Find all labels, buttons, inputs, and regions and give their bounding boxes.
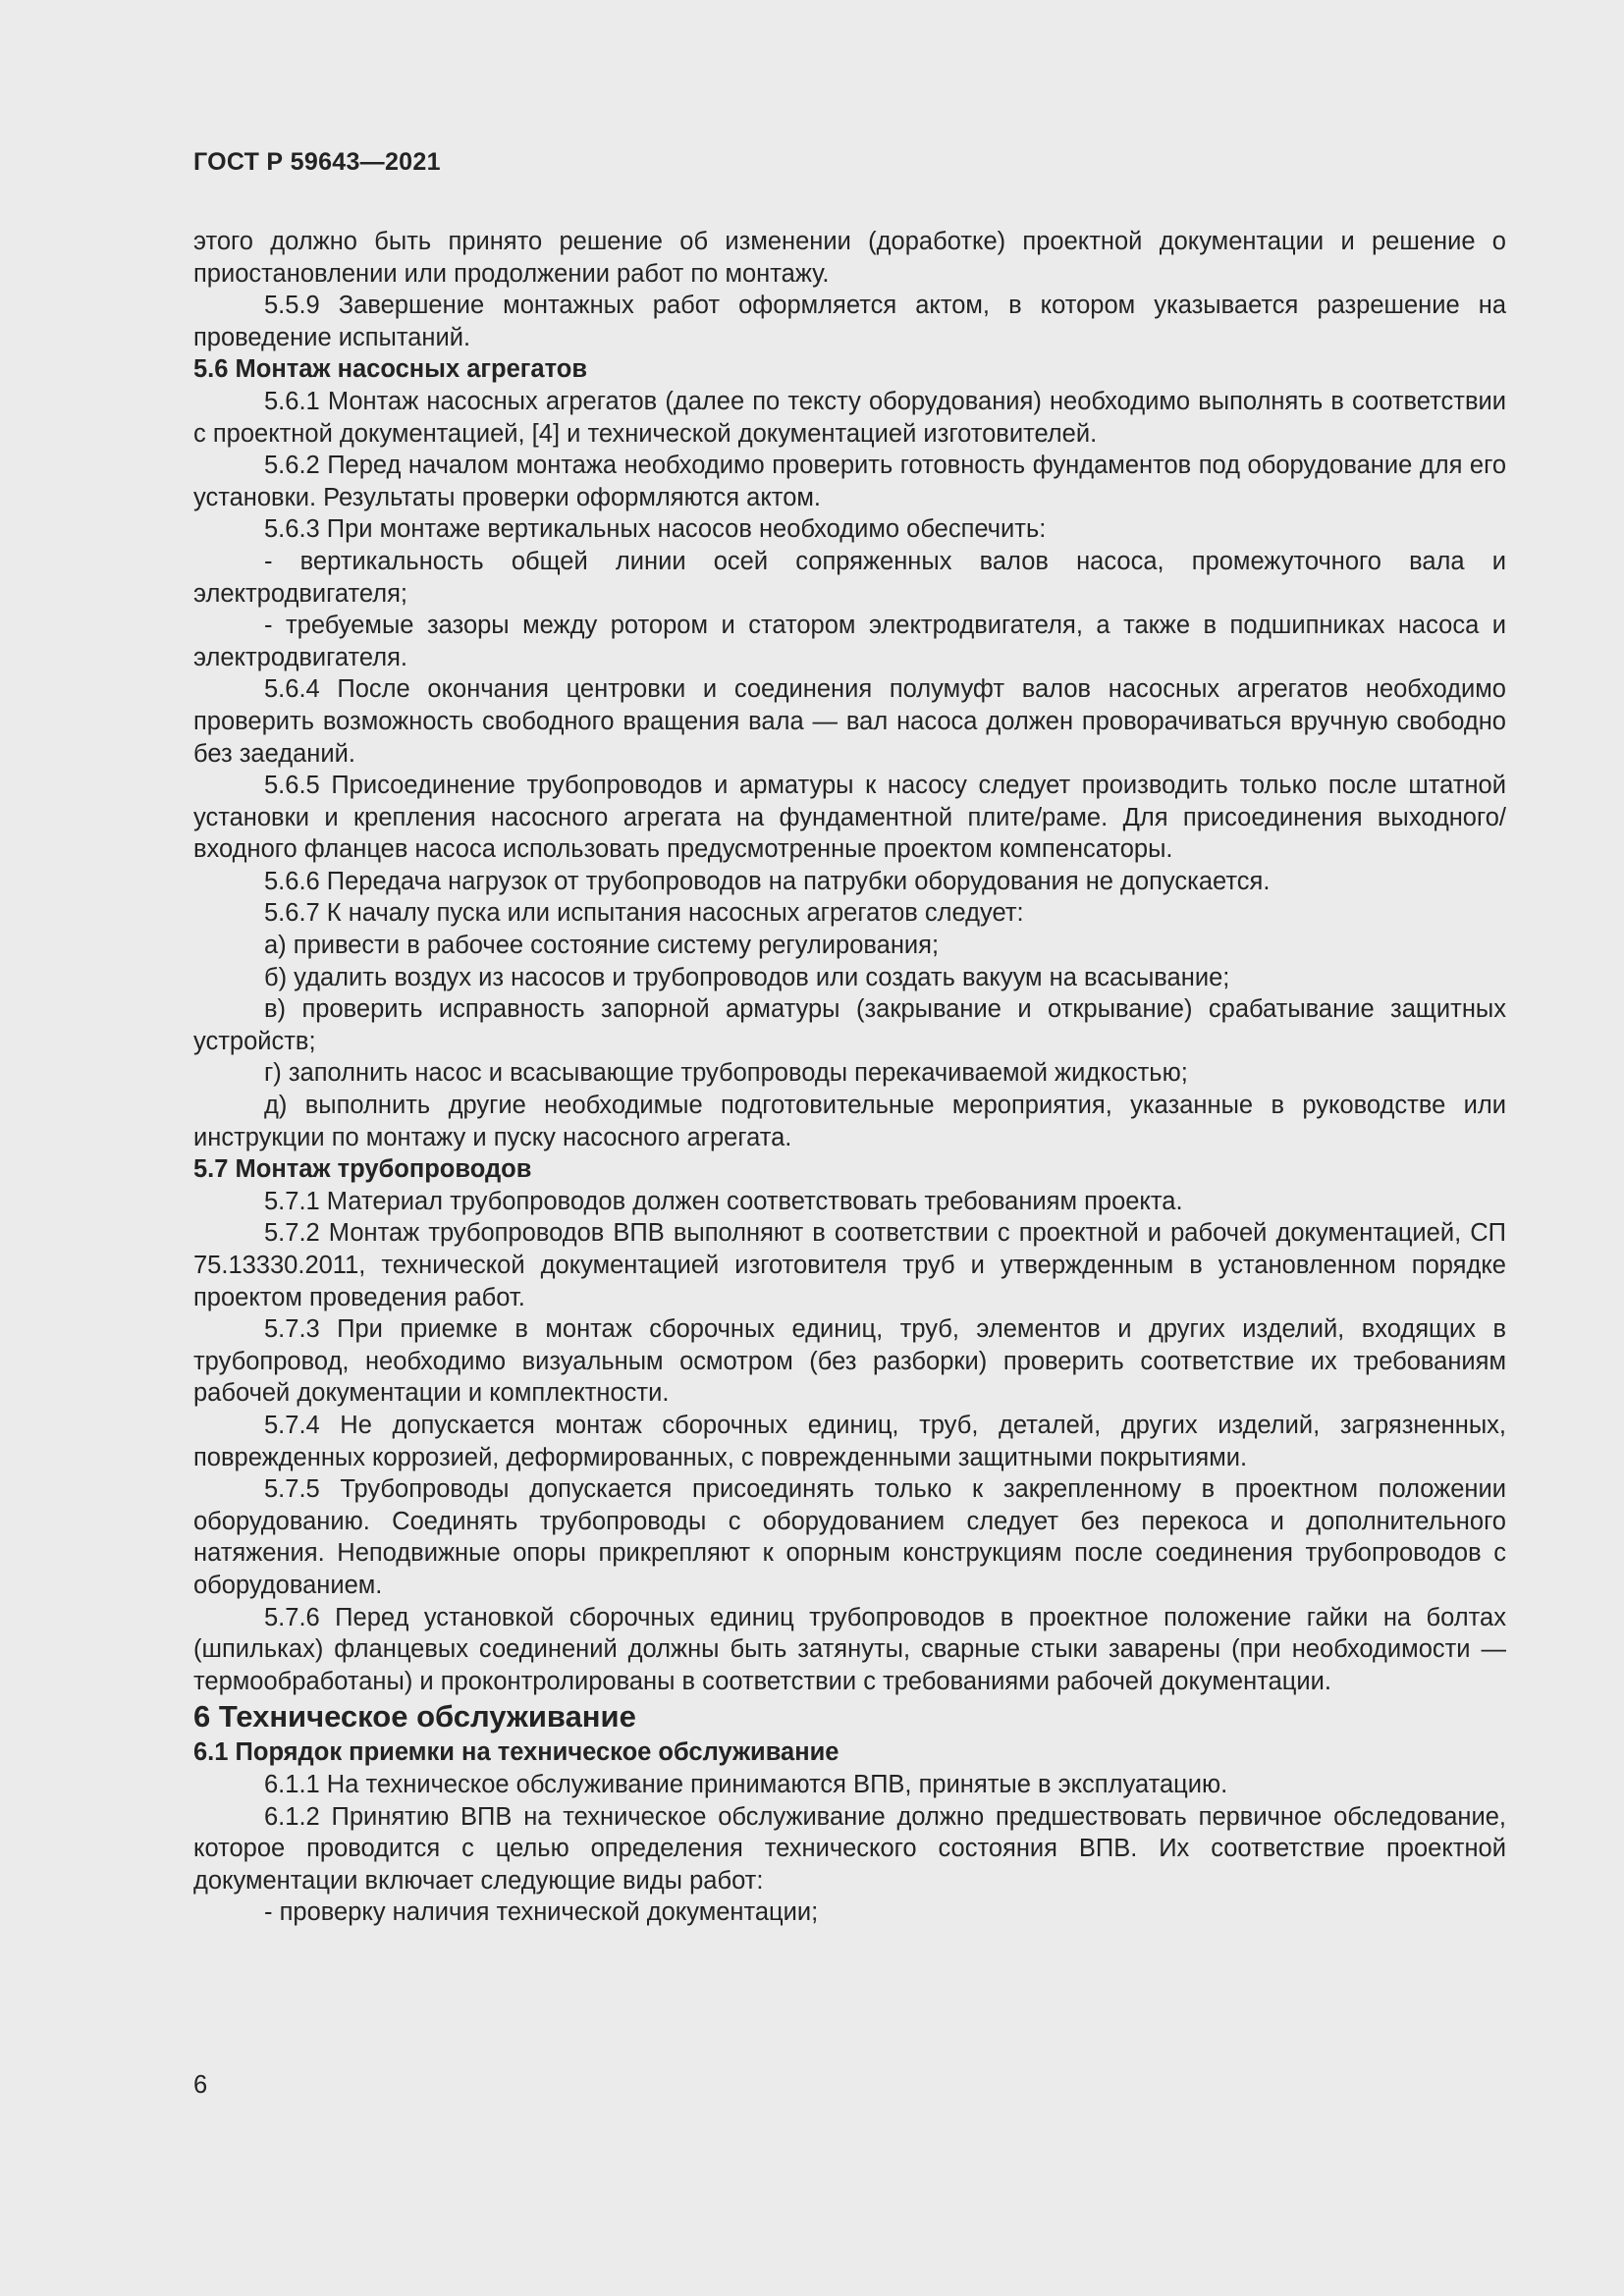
subsection-heading: 5.6 Монтаж насосных агрегатов <box>193 355 587 384</box>
subsection-heading: 6.1 Порядок приемки на техническое обслуживание <box>193 1738 839 1767</box>
paragraph: 5.7.5 Трубопроводы допускается присоединять только к закрепленному в проектном положении оборудованию. Соединять трубопроводы с оборудованием следует без перекоса и дополнительного натяжения. Неподвижные опоры прикрепляют к опорным конструкциям после соединения трубопроводов с оборудованием. <box>193 1475 1506 1599</box>
document-header: ГОСТ Р 59643—2021 <box>193 148 441 176</box>
paragraph: а) привести в рабочее состояние систему регулирования; <box>264 932 940 960</box>
paragraph: д) выполнить другие необходимые подготовительные мероприятия, указанные в руководстве или инструкции по монтажу и пуску насосного агрегата. <box>193 1092 1506 1151</box>
document-body <box>193 226 1506 1929</box>
subsection-heading: 5.7 Монтаж трубопроводов <box>193 1155 532 1184</box>
paragraph: - вертикальность общей линии осей сопряженных валов насоса, промежуточного вала и электродвигателя; <box>193 547 1506 608</box>
paragraph: 5.6.2 Перед началом монтажа необходимо проверить готовность фундаментов под оборудование для его установки. Результаты проверки оформляются актом. <box>193 452 1506 511</box>
paragraph: 5.7.4 Не допускается монтаж сборочных единиц, труб, деталей, других изделий, загрязненных, поврежденных коррозией, деформированных, с поврежденными защитными покрытиями. <box>193 1411 1506 1471</box>
paragraph: 5.7.6 Перед установкой сборочных единиц трубопроводов в проектное положение гайки на болтах (шпильках) фланцевых соединений должны быть затянуты, сварные стыки заварены (при необходимости — термообработаны) и проконтролированы в соответствии с требованиями рабочей документации. <box>193 1603 1506 1695</box>
paragraph: этого должно быть принято решение об изменении (доработке) проектной документации и решение о приостановлении или продолжении работ по монтажу. <box>193 228 1506 288</box>
paragraph: 5.7.1 Материал трубопроводов должен соответствовать требованиям проекта. <box>264 1187 1183 1215</box>
paragraph: 6.1.1 На техническое обслуживание принимаются ВПВ, принятые в эксплуатацию. <box>264 1770 1228 1798</box>
paragraph: - проверку наличия технической документации; <box>264 1898 819 1927</box>
paragraph: 5.5.9 Завершение монтажных работ оформляется актом, в котором указывается разрешение на проведение испытаний. <box>193 292 1506 351</box>
paragraph: 5.7.3 При приемке в монтаж сборочных единиц, труб, элементов и других изделий, входящих в трубопровод, необходимо визуальным осмотром (без разборки) проверить соответствие их требованиям рабочей документации и комплектности. <box>193 1315 1506 1408</box>
paragraph: 5.6.7 К началу пуска или испытания насосных агрегатов следует: <box>264 899 1024 928</box>
paragraph: 5.6.3 При монтаже вертикальных насосов необходимо обеспечить: <box>264 515 1047 544</box>
paragraph: 5.6.5 Присоединение трубопроводов и арматуры к насосу следует производить только после штатной установки и крепления насосного агрегата на фундаментной плите/раме. Для присоединения выходного/входного фланцев насоса использовать предусмотренные проектом компенсаторы. <box>193 772 1506 864</box>
paragraph: г) заполнить насос и всасывающие трубопроводы перекачиваемой жидкостью; <box>264 1059 1188 1088</box>
paragraph: в) проверить исправность запорной арматуры (закрывание и открывание) срабатывание защитных устройств; <box>193 995 1506 1055</box>
section-heading: 6 Техническое обслуживание <box>193 1699 636 1735</box>
paragraph: 5.6.6 Передача нагрузок от трубопроводов на патрубки оборудования не допускается. <box>264 867 1271 895</box>
paragraph: 6.1.2 Принятию ВПВ на техническое обслуживание должно предшествовать первичное обследование, которое проводится с целью определения технического состояния ВПВ. Их соответствие проектной документации включает следующие виды работ: <box>193 1802 1506 1895</box>
paragraph: б) удалить воздух из насосов и трубопроводов или создать вакуум на всасывание; <box>264 963 1230 991</box>
paragraph: - требуемые зазоры между ротором и статором электродвигателя, а также в подшипниках насоса и электродвигателя. <box>193 612 1506 671</box>
paragraph: 5.7.2 Монтаж трубопроводов ВПВ выполняют в соответствии с проектной и рабочей документацией, СП 75.13330.2011, технической документацией изготовителя труб и утвержденным в установленном порядке проектом проведения работ. <box>193 1219 1506 1311</box>
paragraph: 5.6.1 Монтаж насосных агрегатов (далее по тексту оборудования) необходимо выполнять в соответствии с проектной документацией, [4] и технической документацией изготовителей. <box>193 387 1506 448</box>
page-number: 6 <box>193 2071 208 2099</box>
paragraph: 5.6.4 После окончания центровки и соединения полумуфт валов насосных агрегатов необходимо проверить возможность свободного вращения вала — вал насоса должен проворачиваться вручную свободно без заеданий. <box>193 675 1506 768</box>
